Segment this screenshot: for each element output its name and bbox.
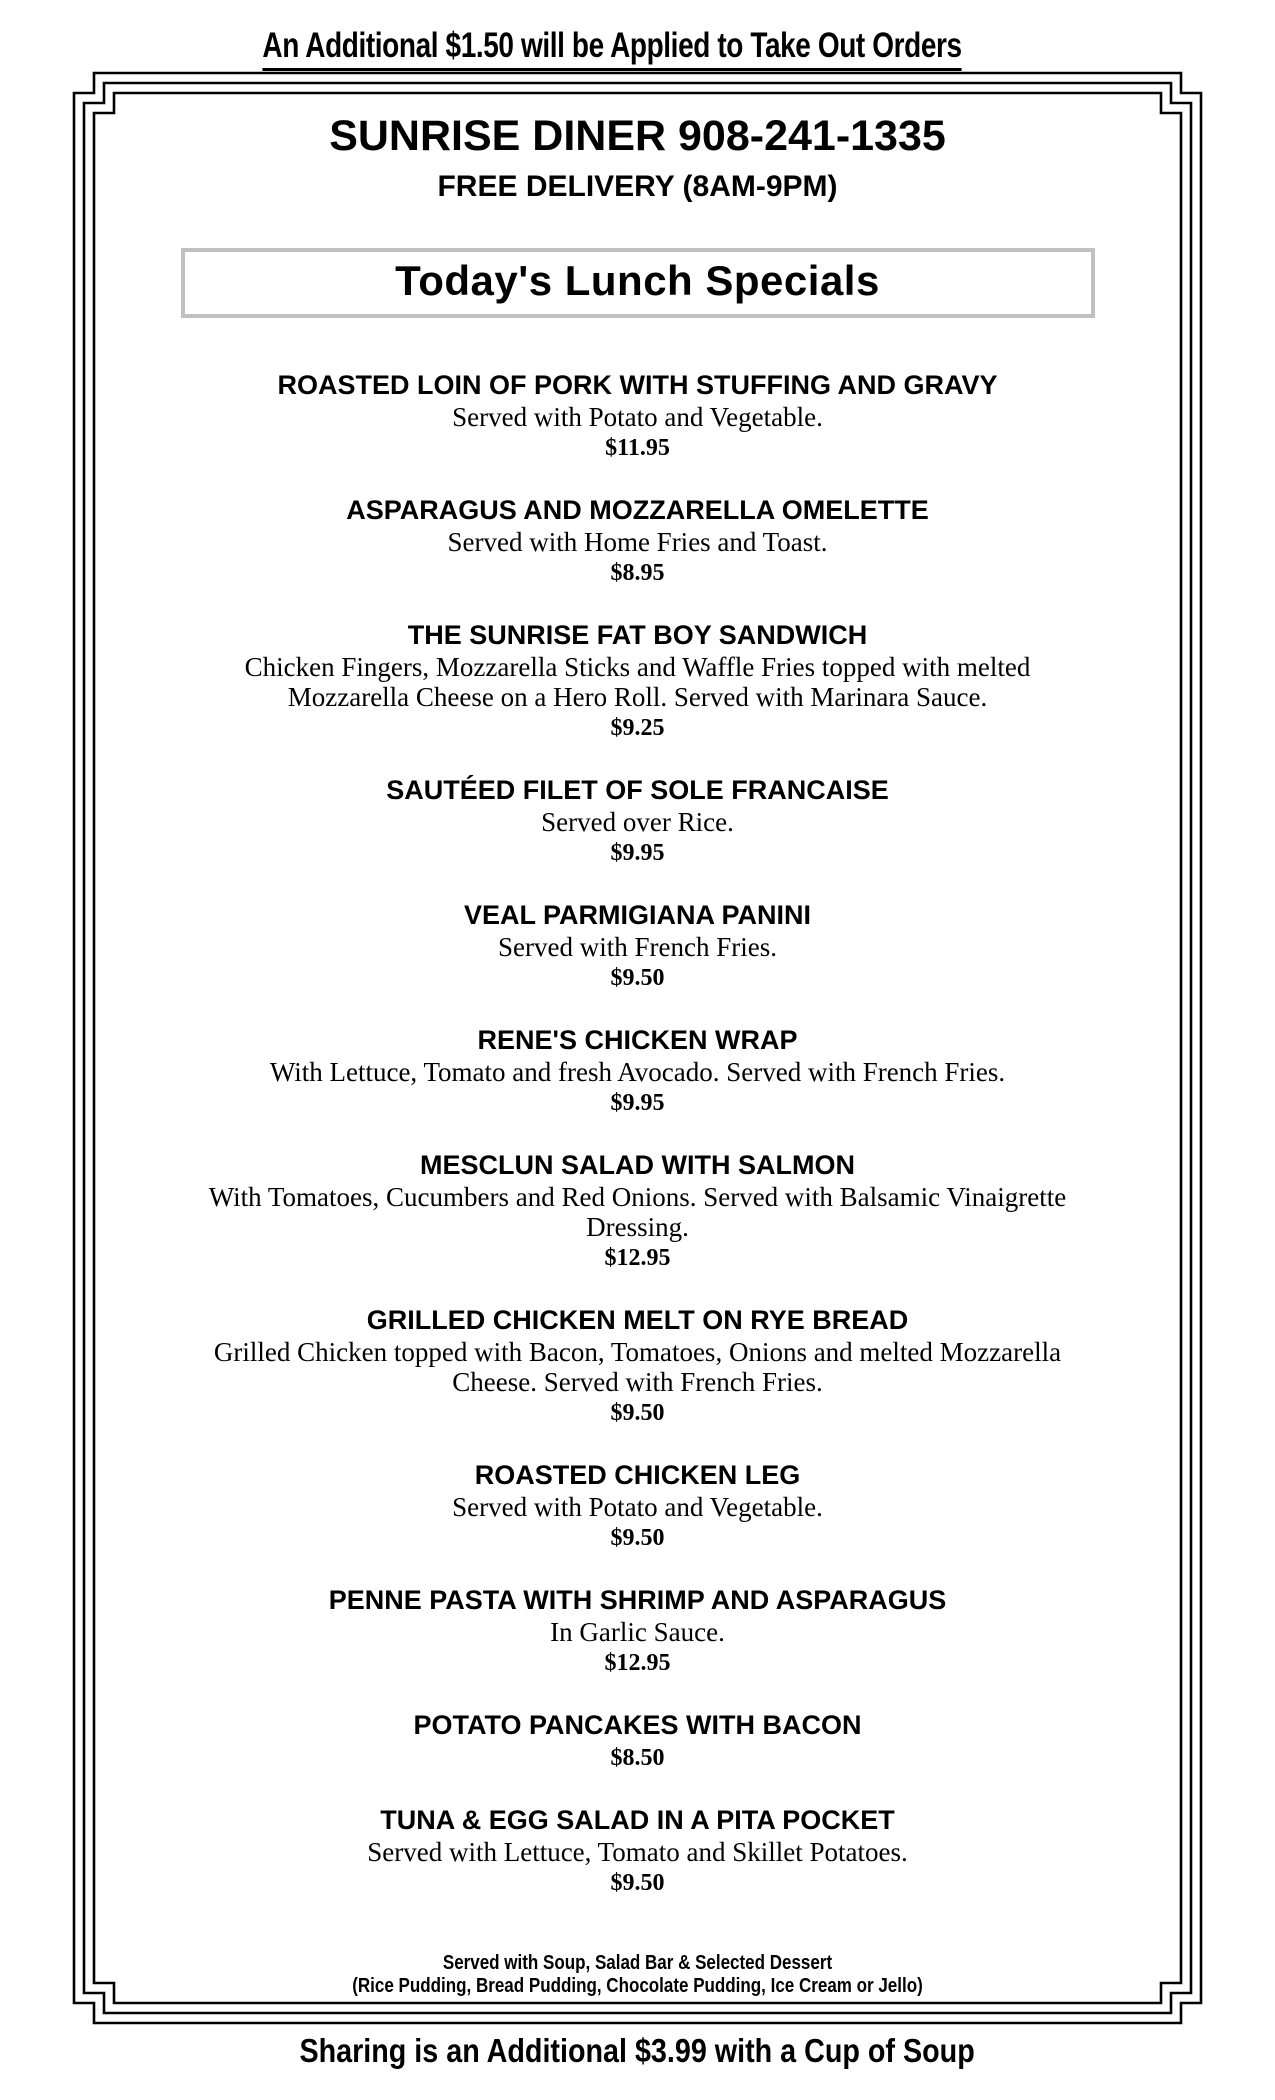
specials-title-box xyxy=(181,248,1095,318)
menu-item-name: MESCLUN SALAD WITH SALMON xyxy=(420,1150,855,1180)
take-out-notice-text: An Additional $1.50 will be Applied to Take Out Orders xyxy=(263,24,962,71)
menu-item xyxy=(78,898,1197,993)
menu-item-name: PENNE PASTA WITH SHRIMP AND ASPARAGUS xyxy=(328,1585,947,1615)
menu-item-price: $9.50 xyxy=(610,1870,665,1896)
diner-title: SUNRISE DINER 908-241-1335 xyxy=(329,112,946,160)
menu-item-price: $12.95 xyxy=(604,1245,671,1271)
menu-item-name: ASPARAGUS AND MOZZARELLA OMELETTE xyxy=(346,495,929,525)
included-sides-line1: Served with Soup, Salad Bar & Selected Dessert xyxy=(442,1952,833,1974)
menu-item-name: POTATO PANCAKES WITH BACON xyxy=(413,1710,862,1740)
menu-item xyxy=(78,1583,1197,1678)
menu-item-description: Chicken Fingers, Mozzarella Sticks and Waffle Fries topped with melted Mozzarella Cheese on a Hero Roll. Served with Marinara Sauce. xyxy=(244,652,1031,712)
diner-subtitle: FREE DELIVERY (8AM-9PM) xyxy=(437,170,838,203)
menu-item-price: $11.95 xyxy=(605,435,670,461)
menu-item-name: TUNA & EGG SALAD IN A PITA POCKET xyxy=(380,1805,895,1835)
menu-item-description: Served with French Fries. xyxy=(498,932,777,962)
menu-item-name: ROASTED LOIN OF PORK WITH STUFFING AND GRAVY xyxy=(277,370,998,400)
menu-item xyxy=(78,1803,1197,1898)
menu-item-description: Served with Potato and Vegetable. xyxy=(452,402,823,432)
menu-item xyxy=(78,1458,1197,1553)
menu-item-description: Served over Rice. xyxy=(541,807,734,837)
menu-item-description: In Garlic Sauce. xyxy=(550,1617,725,1647)
sharing-notice-text: Sharing is an Additional $3.99 with a Cup of Soup xyxy=(299,2032,976,2069)
menu-item-description: Served with Lettuce, Tomato and Skillet Potatoes. xyxy=(367,1837,908,1867)
specials-title: Today's Lunch Specials xyxy=(395,257,880,304)
menu-item-description: With Tomatoes, Cucumbers and Red Onions. Served with Balsamic Vinaigrette Dressing. xyxy=(208,1182,1067,1242)
included-sides-line2: (Rice Pudding, Bread Pudding, Chocolate Pudding, Ice Cream or Jello) xyxy=(352,1975,923,1997)
menu-item xyxy=(78,1708,1197,1773)
menu-item xyxy=(78,1148,1197,1273)
menu-item-list xyxy=(78,368,1197,1898)
menu-item-price: $12.95 xyxy=(604,1650,671,1676)
menu-item xyxy=(78,773,1197,868)
menu-item-name: ROASTED CHICKEN LEG xyxy=(474,1460,801,1490)
menu-content xyxy=(78,88,1197,1928)
menu-item-description: Served with Potato and Vegetable. xyxy=(452,1492,823,1522)
menu-item xyxy=(78,618,1197,743)
menu-item-price: $9.50 xyxy=(610,1400,665,1426)
menu-item-description: Grilled Chicken topped with Bacon, Tomatoes, Onions and melted Mozzarella Cheese. Served with French Fries. xyxy=(213,1337,1062,1397)
menu-item-price: $9.50 xyxy=(610,1525,665,1551)
menu-item xyxy=(78,1303,1197,1428)
menu-item-price: $9.25 xyxy=(610,715,665,741)
included-sides-note xyxy=(0,1952,1275,1998)
menu-item-name: THE SUNRISE FAT BOY SANDWICH xyxy=(407,620,868,650)
menu-item-price: $9.50 xyxy=(610,965,665,991)
menu-item-price: $8.50 xyxy=(610,1745,665,1771)
menu-item-description: With Lettuce, Tomato and fresh Avocado. Served with French Fries. xyxy=(269,1057,1006,1087)
menu-item-description: Served with Home Fries and Toast. xyxy=(447,527,828,557)
menu-item-price: $9.95 xyxy=(610,840,665,866)
menu-item xyxy=(78,368,1197,463)
menu-item xyxy=(78,1023,1197,1118)
menu-item-price: $8.95 xyxy=(610,560,665,586)
menu-item-name: RENE'S CHICKEN WRAP xyxy=(477,1025,798,1055)
sharing-notice xyxy=(0,2030,1275,2072)
menu-item-name: GRILLED CHICKEN MELT ON RYE BREAD xyxy=(366,1305,909,1335)
menu-item-name: VEAL PARMIGIANA PANINI xyxy=(463,900,812,930)
menu-item xyxy=(78,493,1197,588)
menu-item-name: SAUTÉED FILET OF SOLE FRANCAISE xyxy=(386,775,889,805)
menu-item-price: $9.95 xyxy=(610,1090,665,1116)
